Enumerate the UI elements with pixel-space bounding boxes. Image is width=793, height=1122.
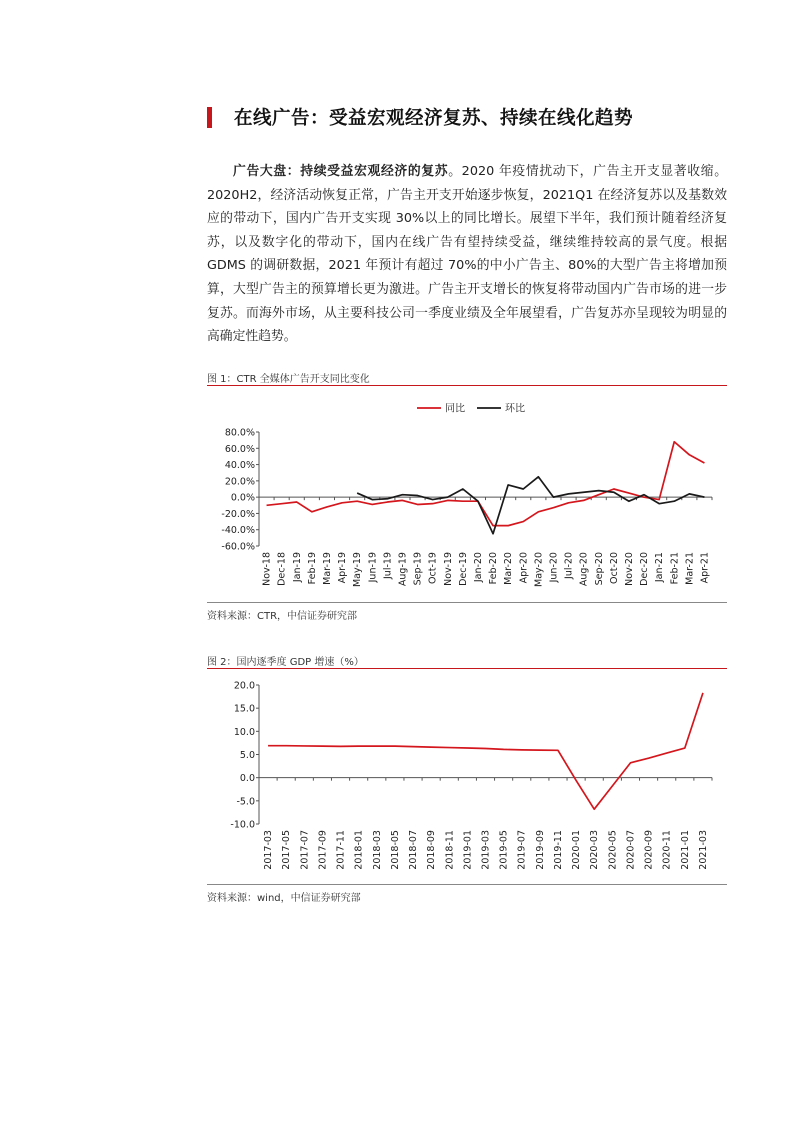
x-tick-label: 2017-09 xyxy=(317,830,329,870)
body-paragraph xyxy=(207,160,727,349)
y-tick-label: -60.0% xyxy=(221,541,255,553)
x-tick-label: Dec-19 xyxy=(457,552,469,586)
x-tick-label: Apr-20 xyxy=(518,552,530,584)
series-line-yoy xyxy=(267,442,705,526)
x-tick-label: Oct-20 xyxy=(608,552,620,584)
figure2-source: 资料来源：wind，中信证券研究部 xyxy=(207,893,361,904)
x-tick-label: Dec-18 xyxy=(276,552,288,586)
x-tick-label: Jun-19 xyxy=(367,552,379,583)
x-tick-label: Sep-19 xyxy=(412,552,424,586)
x-tick-label: Feb-19 xyxy=(306,552,318,585)
x-tick-label: Jan-20 xyxy=(472,552,484,583)
x-tick-label: Apr-19 xyxy=(337,552,349,584)
x-tick-label: 2020-03 xyxy=(589,830,601,870)
series-line-gdp xyxy=(268,693,703,809)
y-tick-label: 20.0 xyxy=(233,680,255,692)
section-title: 在线广告：受益宏观经济复苏、持续在线化趋势 xyxy=(234,108,634,129)
x-tick-label: Sep-20 xyxy=(593,552,605,586)
y-tick-label: 40.0% xyxy=(224,460,255,472)
x-tick-label: Aug-20 xyxy=(578,552,590,587)
x-tick-label: 2021-01 xyxy=(679,830,691,870)
x-tick-label: Jan-19 xyxy=(291,552,303,583)
x-tick-label: 2019-01 xyxy=(462,830,474,870)
y-tick-label: 60.0% xyxy=(224,443,255,455)
x-tick-label: Feb-20 xyxy=(488,552,500,585)
section-heading xyxy=(207,104,633,130)
figure2-caption: 图 2：国内逐季度 GDP 增速（%） xyxy=(207,657,364,668)
figure2-bottom-rule xyxy=(207,884,727,885)
x-tick-label: 2017-03 xyxy=(263,830,275,870)
y-tick-label: 15.0 xyxy=(233,703,255,715)
y-tick-label: -40.0% xyxy=(221,525,255,537)
x-tick-label: 2019-07 xyxy=(516,830,528,870)
x-tick-label: Jan-21 xyxy=(654,552,666,583)
x-tick-label: 2020-07 xyxy=(625,830,637,870)
x-tick-label: Jul-19 xyxy=(382,552,394,579)
x-tick-label: Mar-20 xyxy=(503,552,515,585)
y-tick-label: 80.0% xyxy=(224,427,255,439)
y-tick-label: -10.0 xyxy=(230,819,255,831)
figure2-top-rule xyxy=(207,668,727,669)
x-tick-label: Oct-19 xyxy=(427,552,439,584)
x-tick-label: 2017-11 xyxy=(335,830,347,870)
x-tick-label: Jun-20 xyxy=(548,552,560,583)
x-tick-label: 2018-01 xyxy=(353,830,365,870)
x-tick-label: 2019-11 xyxy=(552,830,564,870)
x-tick-label: 2018-07 xyxy=(408,830,420,870)
x-tick-label: 2020-01 xyxy=(571,830,583,870)
figure2-chart xyxy=(207,672,727,882)
x-tick-label: 2018-09 xyxy=(426,830,438,870)
x-tick-label: 2019-03 xyxy=(480,830,492,870)
x-tick-label: Dec-20 xyxy=(639,552,651,586)
x-tick-label: 2019-09 xyxy=(534,830,546,870)
x-tick-label: Aug-19 xyxy=(397,552,409,587)
paragraph-lead: 广告大盘：持续受益宏观经济的复苏 xyxy=(233,164,449,179)
y-tick-label: 5.0 xyxy=(239,750,255,761)
legend-label: 环比 xyxy=(505,403,525,415)
heading-marker xyxy=(207,107,212,128)
figure1-caption: 图 1：CTR 全媒体广告开支同比变化 xyxy=(207,374,370,385)
figure1-chart xyxy=(207,390,727,600)
x-tick-label: May-20 xyxy=(533,552,545,587)
x-tick-label: 2018-03 xyxy=(371,830,383,870)
x-tick-label: Mar-19 xyxy=(321,552,333,585)
x-tick-label: Nov-19 xyxy=(442,552,454,586)
y-tick-label: 20.0% xyxy=(224,476,255,488)
x-tick-label: Mar-21 xyxy=(684,552,696,585)
x-tick-label: 2018-05 xyxy=(389,830,401,870)
y-tick-label: 10.0 xyxy=(233,726,255,738)
x-tick-label: Nov-20 xyxy=(623,552,635,586)
x-tick-label: 2020-09 xyxy=(643,830,655,870)
y-tick-label: 0.0 xyxy=(239,773,255,785)
x-tick-label: Apr-21 xyxy=(699,552,711,584)
y-tick-label: -5.0 xyxy=(236,796,255,808)
x-tick-label: 2020-11 xyxy=(661,830,673,870)
x-tick-label: 2018-11 xyxy=(444,830,456,870)
y-tick-label: -20.0% xyxy=(221,508,255,520)
y-tick-label: 0.0% xyxy=(230,492,255,504)
x-tick-label: 2019-05 xyxy=(498,830,510,870)
series-line-mom xyxy=(357,477,704,534)
legend-label: 同比 xyxy=(445,403,465,415)
x-tick-label: Nov-18 xyxy=(261,552,273,586)
x-tick-label: Jul-20 xyxy=(563,552,575,579)
figure1-source: 资料来源：CTR，中信证券研究部 xyxy=(207,611,358,622)
x-tick-label: 2020-05 xyxy=(607,830,619,870)
x-tick-label: 2017-05 xyxy=(281,830,293,870)
figure1-top-rule xyxy=(207,385,727,386)
x-tick-label: 2017-07 xyxy=(299,830,311,870)
x-tick-label: Feb-21 xyxy=(669,552,681,585)
figure1-bottom-rule xyxy=(207,602,727,603)
x-tick-label: May-19 xyxy=(352,552,364,587)
paragraph-text: 。2020 年疫情扰动下，广告主开支显著收缩。2020H2，经济活动恢复正常，广告主开支开始逐步恢复，2021Q1 在经济复苏以及基数效应的带动下，国内广告开支实现 30%以上的同比增长。展望下半年，我们预计随着经济复苏，以及数字化的带动下，国内在线广告有望持续受益，继续维持较高的景气度。根据 GDMS 的调研数据，2021 年预计有超过 70%的中小广告主、80%的大型广告主将增加预算，大型广告主的预算增长更为激进。广告主开支增长的恢复将带动国内广告市场的进一步复苏。而海外市场，从主要科技公司一季度业绩及全年展望看，广告复苏亦呈现较为明显的高确定性趋势。 xyxy=(207,164,728,345)
x-tick-label: 2021-03 xyxy=(697,830,709,870)
